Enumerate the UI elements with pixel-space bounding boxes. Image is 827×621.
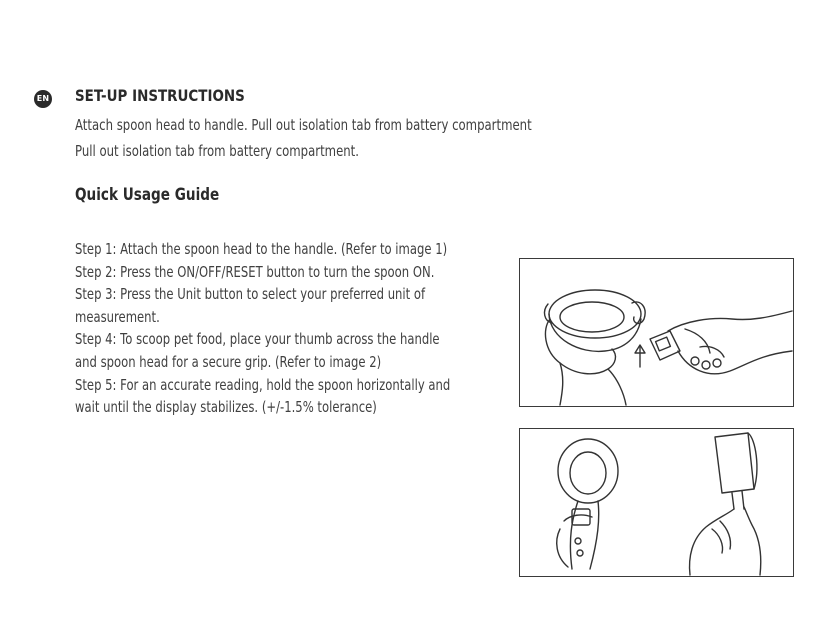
step-line: measurement. [75, 307, 160, 326]
image-2-grip-spoon [519, 428, 794, 577]
step-line: Step 4: To scoop pet food, place your thumb across the handle [75, 330, 440, 349]
setup-instructions-heading: SET-UP INSTRUCTIONS [75, 86, 245, 105]
steps-list [75, 238, 517, 419]
step-line: Step 3: Press the Unit button to select your preferred unit of [75, 285, 426, 304]
step-line: and spoon head for a secure grip. (Refer to image 2) [75, 352, 382, 371]
attach-spoon-head-illustration [520, 259, 793, 406]
step-line: Step 2: Press the ON/OFF/RESET button to turn the spoon ON. [75, 262, 435, 281]
grip-spoon-illustration [520, 429, 793, 576]
setup-line-1: Attach spoon head to handle. Pull out isolation tab from battery compartment [75, 116, 532, 134]
step-line: wait until the display stabilizes. (+/-1.5% tolerance) [75, 398, 377, 417]
language-badge: EN [34, 90, 52, 108]
step-line: Step 5: For an accurate reading, hold the spoon horizontally and [75, 375, 451, 394]
step-line: Step 1: Attach the spoon head to the handle. (Refer to image 1) [75, 240, 448, 258]
setup-line-2: Pull out isolation tab from battery compartment. [75, 142, 360, 160]
image-1-attach-spoon-head [519, 258, 794, 407]
quick-usage-guide-heading: Quick Usage Guide [75, 185, 220, 205]
